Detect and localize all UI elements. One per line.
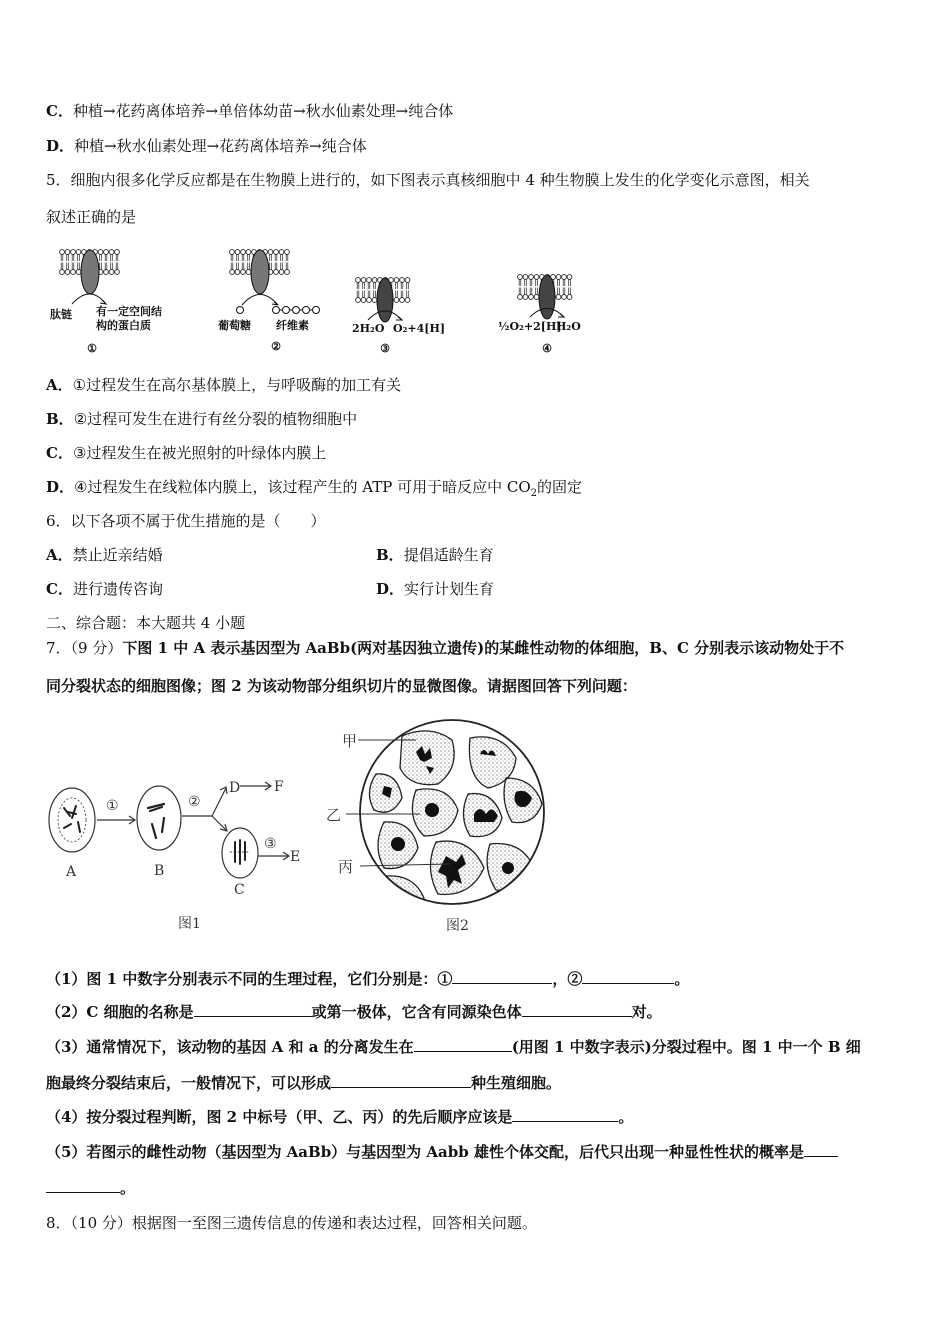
option-letter: B． — [46, 410, 74, 428]
q5-option-a — [46, 375, 401, 395]
part-text: ，② — [552, 970, 583, 988]
option-letter: C． — [46, 580, 73, 598]
part-text: （2）C 细胞的名称是 — [46, 1003, 194, 1021]
option-letter: C． — [46, 444, 73, 462]
option-letter: D． — [46, 478, 75, 496]
question-stem: 根据图一至图三遗传信息的传递和表达过程，回答相关问题。 — [131, 1214, 537, 1232]
option-text: 进行遗传咨询 — [72, 580, 163, 598]
label-d: D — [229, 780, 241, 796]
option-letter: A． — [46, 546, 73, 564]
chromosomes-c — [230, 840, 250, 864]
label-oxygen: O₂+4[H] — [393, 322, 446, 335]
part-text: 。 — [618, 1108, 634, 1126]
option-text: 种植→花药离体培养→单倍体幼苗→秋水仙素处理→纯合体 — [72, 102, 454, 120]
part-text: （5）若图示的雌性动物（基因型为 AaBb）与基因型为 Aabb 雄性个体交配，后代只出现一种显性性状的概率是 — [46, 1143, 804, 1161]
membrane-protein — [81, 250, 99, 294]
q7-stem-line2: 同分裂状态的细胞图像；图 2 为该动物部分组织切片的显微图像。请据图回答下列问题： — [46, 677, 637, 695]
label-jia: 甲 — [342, 732, 358, 750]
diagram-number: ② — [271, 340, 281, 353]
q5-stem-line1 — [46, 170, 810, 190]
membrane-protein — [539, 275, 555, 319]
q6-stem — [46, 511, 326, 531]
membrane-figure — [50, 240, 640, 358]
label-c: C — [234, 882, 245, 898]
reaction-arrow — [242, 295, 278, 306]
option-text: 实行计划生育 — [404, 580, 495, 598]
q6-option-c — [46, 579, 163, 599]
diagram-number: ① — [87, 342, 97, 355]
question-score: （9 分） — [70, 639, 123, 657]
option-letter: D． — [46, 137, 75, 155]
option-letter: B． — [376, 546, 404, 564]
q7-part2 — [46, 1002, 662, 1022]
question-stem: 以下各项不属于优生措施的是（ ） — [70, 512, 326, 530]
diagram-number: ③ — [380, 342, 390, 355]
q5-option-b — [46, 409, 357, 429]
diagram-number: ④ — [542, 342, 552, 355]
cell-a-outline — [49, 788, 95, 852]
branch-arrow-c — [212, 816, 226, 830]
q6-option-d — [376, 579, 494, 599]
answer-blank[interactable] — [512, 1107, 618, 1122]
answer-blank[interactable] — [452, 969, 552, 984]
q7-stem-line1 — [46, 638, 844, 658]
part-text: （1）图 1 中数字分别表示不同的生理过程，它们分别是：① — [46, 970, 453, 988]
q5-stem-line2: 叙述正确的是 — [46, 208, 137, 226]
q7-part4 — [46, 1107, 633, 1127]
part-text: 种生殖细胞。 — [471, 1074, 562, 1092]
figure-1 — [44, 770, 314, 940]
cellulose-chain-icon — [273, 307, 320, 314]
step-1: ① — [106, 798, 119, 814]
tissue-section — [350, 718, 560, 918]
membrane-protein — [377, 278, 393, 322]
q7-part1 — [46, 969, 689, 989]
answer-blank[interactable] — [414, 1037, 512, 1052]
question-stem: 下图 1 中 A 表示基因型为 AaBb(两对基因独立遗传)的某雌性动物的体细胞，B、C 分别表示该动物处于不 — [122, 639, 845, 657]
label-a: A — [66, 864, 77, 880]
step-2: ② — [188, 794, 201, 810]
reaction-arrow — [72, 294, 106, 304]
answer-blank[interactable] — [331, 1073, 471, 1088]
label-protein-1: 有一定空间结 — [96, 305, 162, 318]
question-number: 5． — [46, 171, 71, 189]
answer-blank[interactable] — [194, 1002, 312, 1017]
part-text: 或第一极体，它含有同源染色体 — [311, 1003, 522, 1021]
q8-stem — [46, 1213, 537, 1233]
q7-part3-line2 — [46, 1073, 561, 1093]
option-letter: D． — [376, 580, 405, 598]
glucose-icon — [237, 307, 244, 314]
option-text: ①过程发生在高尔基体膜上，与呼吸酶的加工有关 — [72, 376, 402, 394]
option-text: 禁止近亲结婚 — [72, 546, 163, 564]
part-text: （4）按分裂过程判断，图 2 中标号（甲、乙、丙）的先后顺序应该是 — [46, 1108, 513, 1126]
part-text: (用图 1 中数字表示)分裂过程中。图 1 中一个 B 细 — [511, 1038, 861, 1056]
option-text: 种植→秋水仙素处理→花药离体培养→纯合体 — [74, 137, 367, 155]
q7-part5-line1 — [46, 1142, 838, 1162]
label-water-out: H₂O — [556, 320, 581, 333]
label-peptide: 肽链 — [50, 308, 72, 321]
answer-blank[interactable] — [522, 1002, 632, 1017]
option-letter: C． — [46, 102, 73, 120]
chromosomes-b — [148, 804, 164, 838]
branch-arrow-d — [212, 788, 226, 816]
label-protein-2: 构的蛋白质 — [96, 319, 151, 332]
option-text: 提倡适龄生育 — [403, 546, 494, 564]
part-text: 。 — [674, 970, 690, 988]
part-text: 。 — [120, 1179, 136, 1197]
q6-option-b — [376, 545, 494, 565]
option-text: ②过程可发生在进行有丝分裂的植物细胞中 — [73, 410, 358, 428]
option-text: ③过程发生在被光照射的叶绿体内膜上 — [72, 444, 327, 462]
q4-option-d — [46, 136, 367, 156]
answer-blank[interactable] — [582, 969, 674, 984]
answer-blank[interactable] — [46, 1178, 120, 1193]
option-text: ④过程发生在线粒体内膜上，该过程产生的 ATP 可用于暗反应中 CO — [74, 478, 531, 496]
option-letter: A． — [46, 376, 73, 394]
label-bing: 丙 — [338, 858, 354, 876]
question-stem: 细胞内很多化学反应都是在生物膜上进行的，如下图表示真核细胞中 4 种生物膜上发生的化学变化示意图，相关 — [70, 171, 810, 189]
q4-option-c — [46, 101, 453, 121]
label-b: B — [154, 863, 165, 879]
part-text: 胞最终分裂结束后，一般情况下，可以形成 — [46, 1074, 332, 1092]
figure-caption: 图2 — [446, 918, 469, 934]
figure-2 — [320, 718, 560, 940]
question-number: 8． — [46, 1214, 71, 1232]
part-text: 对。 — [631, 1003, 662, 1021]
part-text: （3）通常情况下，该动物的基因 A 和 a 的分离发生在 — [46, 1038, 414, 1056]
label-half-oxygen: ½O₂+2[H] — [498, 320, 562, 333]
question-number: 7． — [46, 639, 71, 657]
label-water: 2H₂O — [352, 322, 385, 335]
question-number: 6． — [46, 512, 71, 530]
q5-option-d — [46, 477, 582, 504]
answer-blank[interactable] — [804, 1142, 838, 1157]
label-yi: 乙 — [326, 806, 342, 824]
question-score: （10 分） — [70, 1214, 132, 1232]
step-3: ③ — [264, 836, 277, 852]
section-heading: 二、综合题：本大题共 4 小题 — [46, 614, 246, 632]
label-glucose: 葡萄糖 — [218, 319, 251, 332]
cell-b-outline — [137, 786, 181, 850]
label-cellulose: 纤维素 — [276, 319, 309, 332]
figure-caption: 图1 — [178, 916, 201, 932]
q7-part3-line1 — [46, 1037, 861, 1057]
membrane-protein — [251, 250, 269, 294]
chromosomes-a — [64, 806, 80, 832]
subscript: 2 — [530, 488, 538, 499]
q6-option-a — [46, 545, 163, 565]
label-f: F — [274, 779, 284, 795]
option-text-end: 的固定 — [537, 478, 583, 496]
q5-option-c — [46, 443, 326, 463]
q7-part5-line2 — [46, 1178, 135, 1198]
label-e: E — [290, 849, 301, 865]
